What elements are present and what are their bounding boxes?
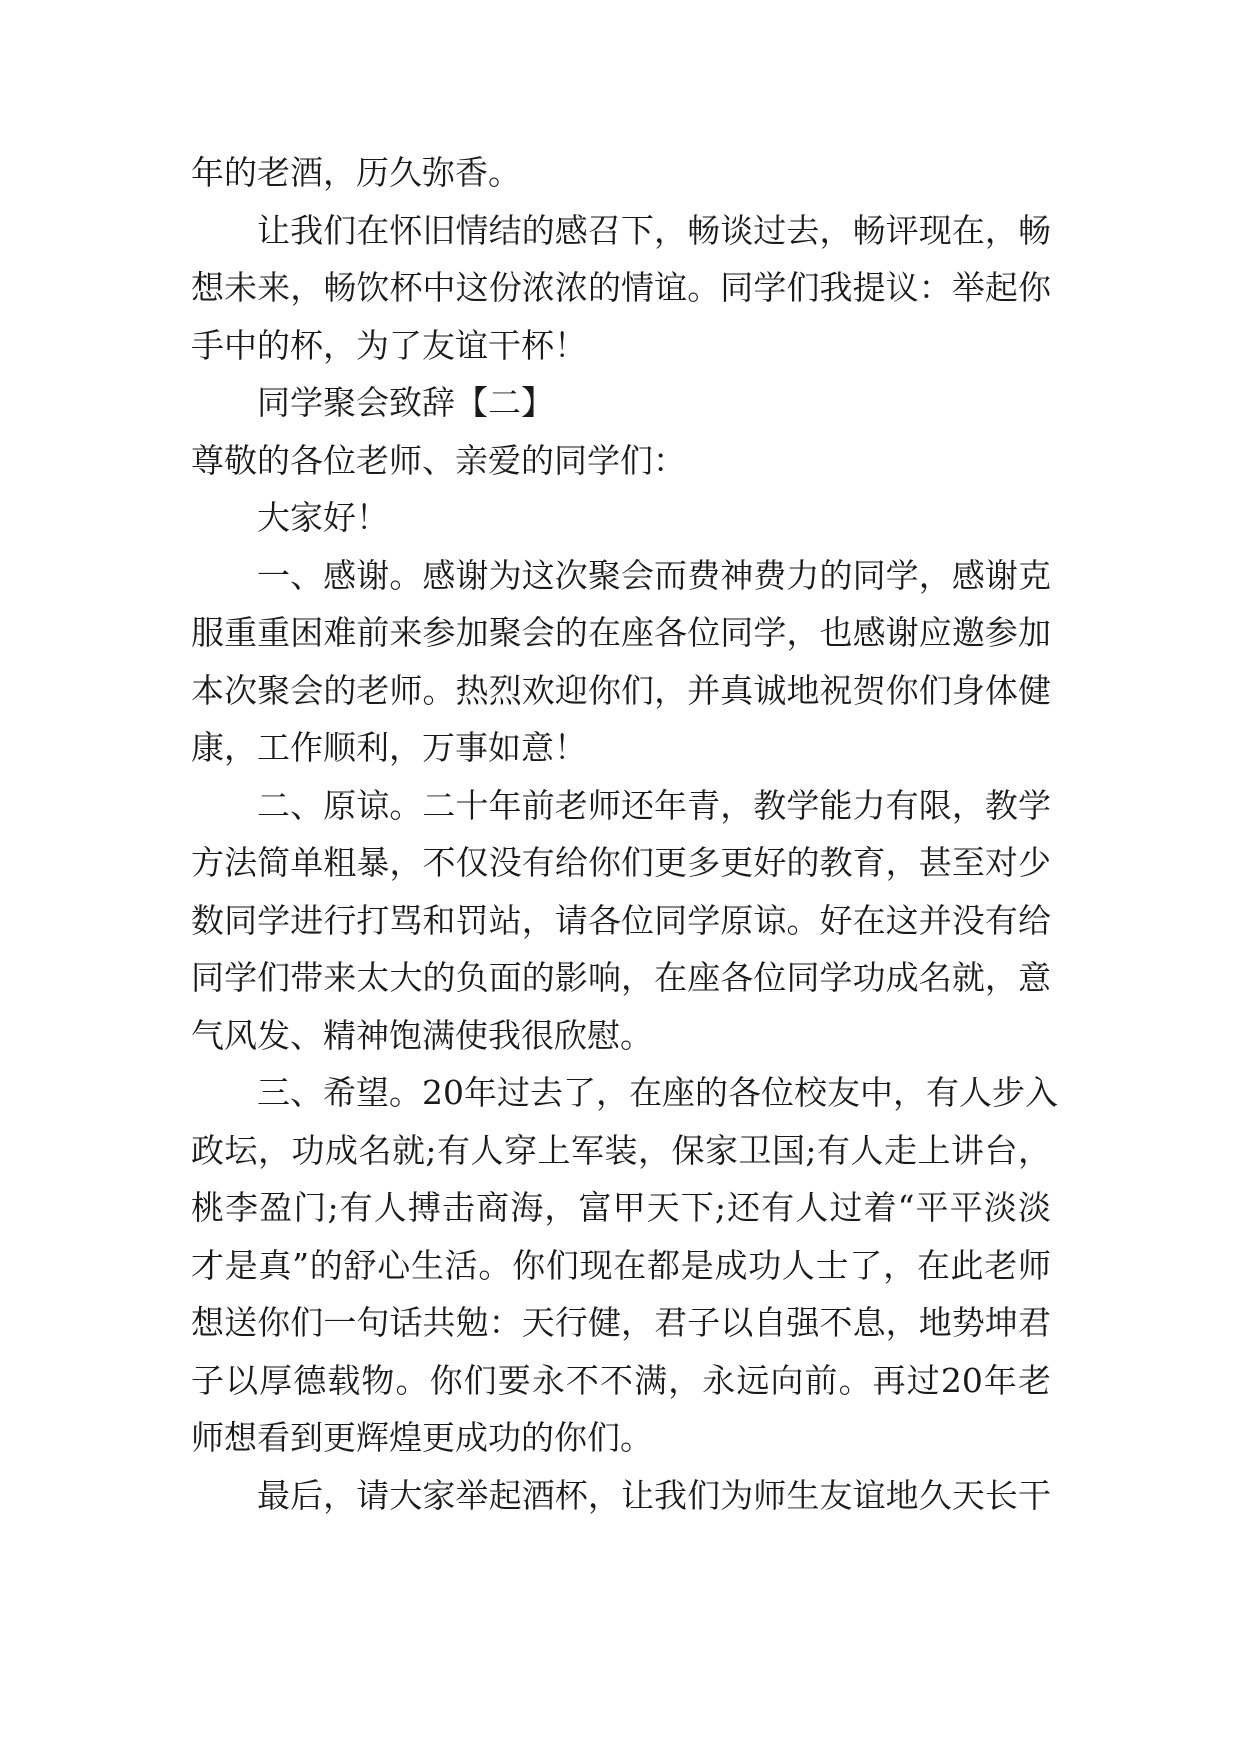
text-line: 才是真”的舒心生活。你们现在都是成功人士了，在此老师 (191, 1246, 1051, 1285)
text-line: 同学们带来太大的负面的影响，在座各位同学功成名就，意 (191, 958, 1051, 997)
salutation: 尊敬的各位老师、亲爱的同学们： (191, 441, 686, 480)
text-line: 最后，请大家举起酒杯，让我们为师生友谊地久天长干 (257, 1476, 1051, 1515)
text-line: 想未来，畅饮杯中这份浓浓的情谊。同学们我提议：举起你 (191, 268, 1051, 307)
text-line: 让我们在怀旧情结的感召下，畅谈过去，畅评现在，畅 (257, 211, 1051, 250)
text-line: 子以厚德载物。你们要永不不满，永远向前。再过20年老 (191, 1361, 1051, 1400)
text-line: 康，工作顺利，万事如意！ (191, 728, 587, 767)
section-heading: 同学聚会致辞【二】 (257, 383, 554, 422)
text-line: 师想看到更辉煌更成功的你们。 (191, 1418, 653, 1457)
text-line: 想送你们一句话共勉：天行健，君子以自强不息，地势坤君 (191, 1303, 1051, 1342)
text-line: 手中的杯，为了友谊干杯！ (191, 326, 587, 365)
text-line: 年的老酒，历久弥香。 (191, 153, 521, 192)
text-line: 数同学进行打骂和罚站，请各位同学原谅。好在这并没有给 (191, 901, 1051, 940)
text-line: 三、希望。20年过去了，在座的各位校友中，有人步入 (257, 1073, 1058, 1112)
text-line: 二、原谅。二十年前老师还年青，教学能力有限，教学 (257, 786, 1051, 825)
text-line: 一、感谢。感谢为这次聚会而费神费力的同学，感谢克 (257, 556, 1051, 595)
text-line: 服重重困难前来参加聚会的在座各位同学，也感谢应邀参加 (191, 613, 1051, 652)
greeting: 大家好！ (257, 498, 389, 537)
text-line: 本次聚会的老师。热烈欢迎你们，并真诚地祝贺你们身体健 (191, 671, 1051, 710)
text-line: 方法简单粗暴，不仅没有给你们更多更好的教育，甚至对少 (191, 843, 1051, 882)
text-line: 政坛，功成名就;有人穿上军装，保家卫国;有人走上讲台， (191, 1131, 1051, 1170)
text-line: 桃李盈门;有人搏击商海，富甲天下;还有人过着“平平淡淡 (191, 1188, 1051, 1227)
text-line: 气风发、精神饱满使我很欣慰。 (191, 1016, 653, 1055)
